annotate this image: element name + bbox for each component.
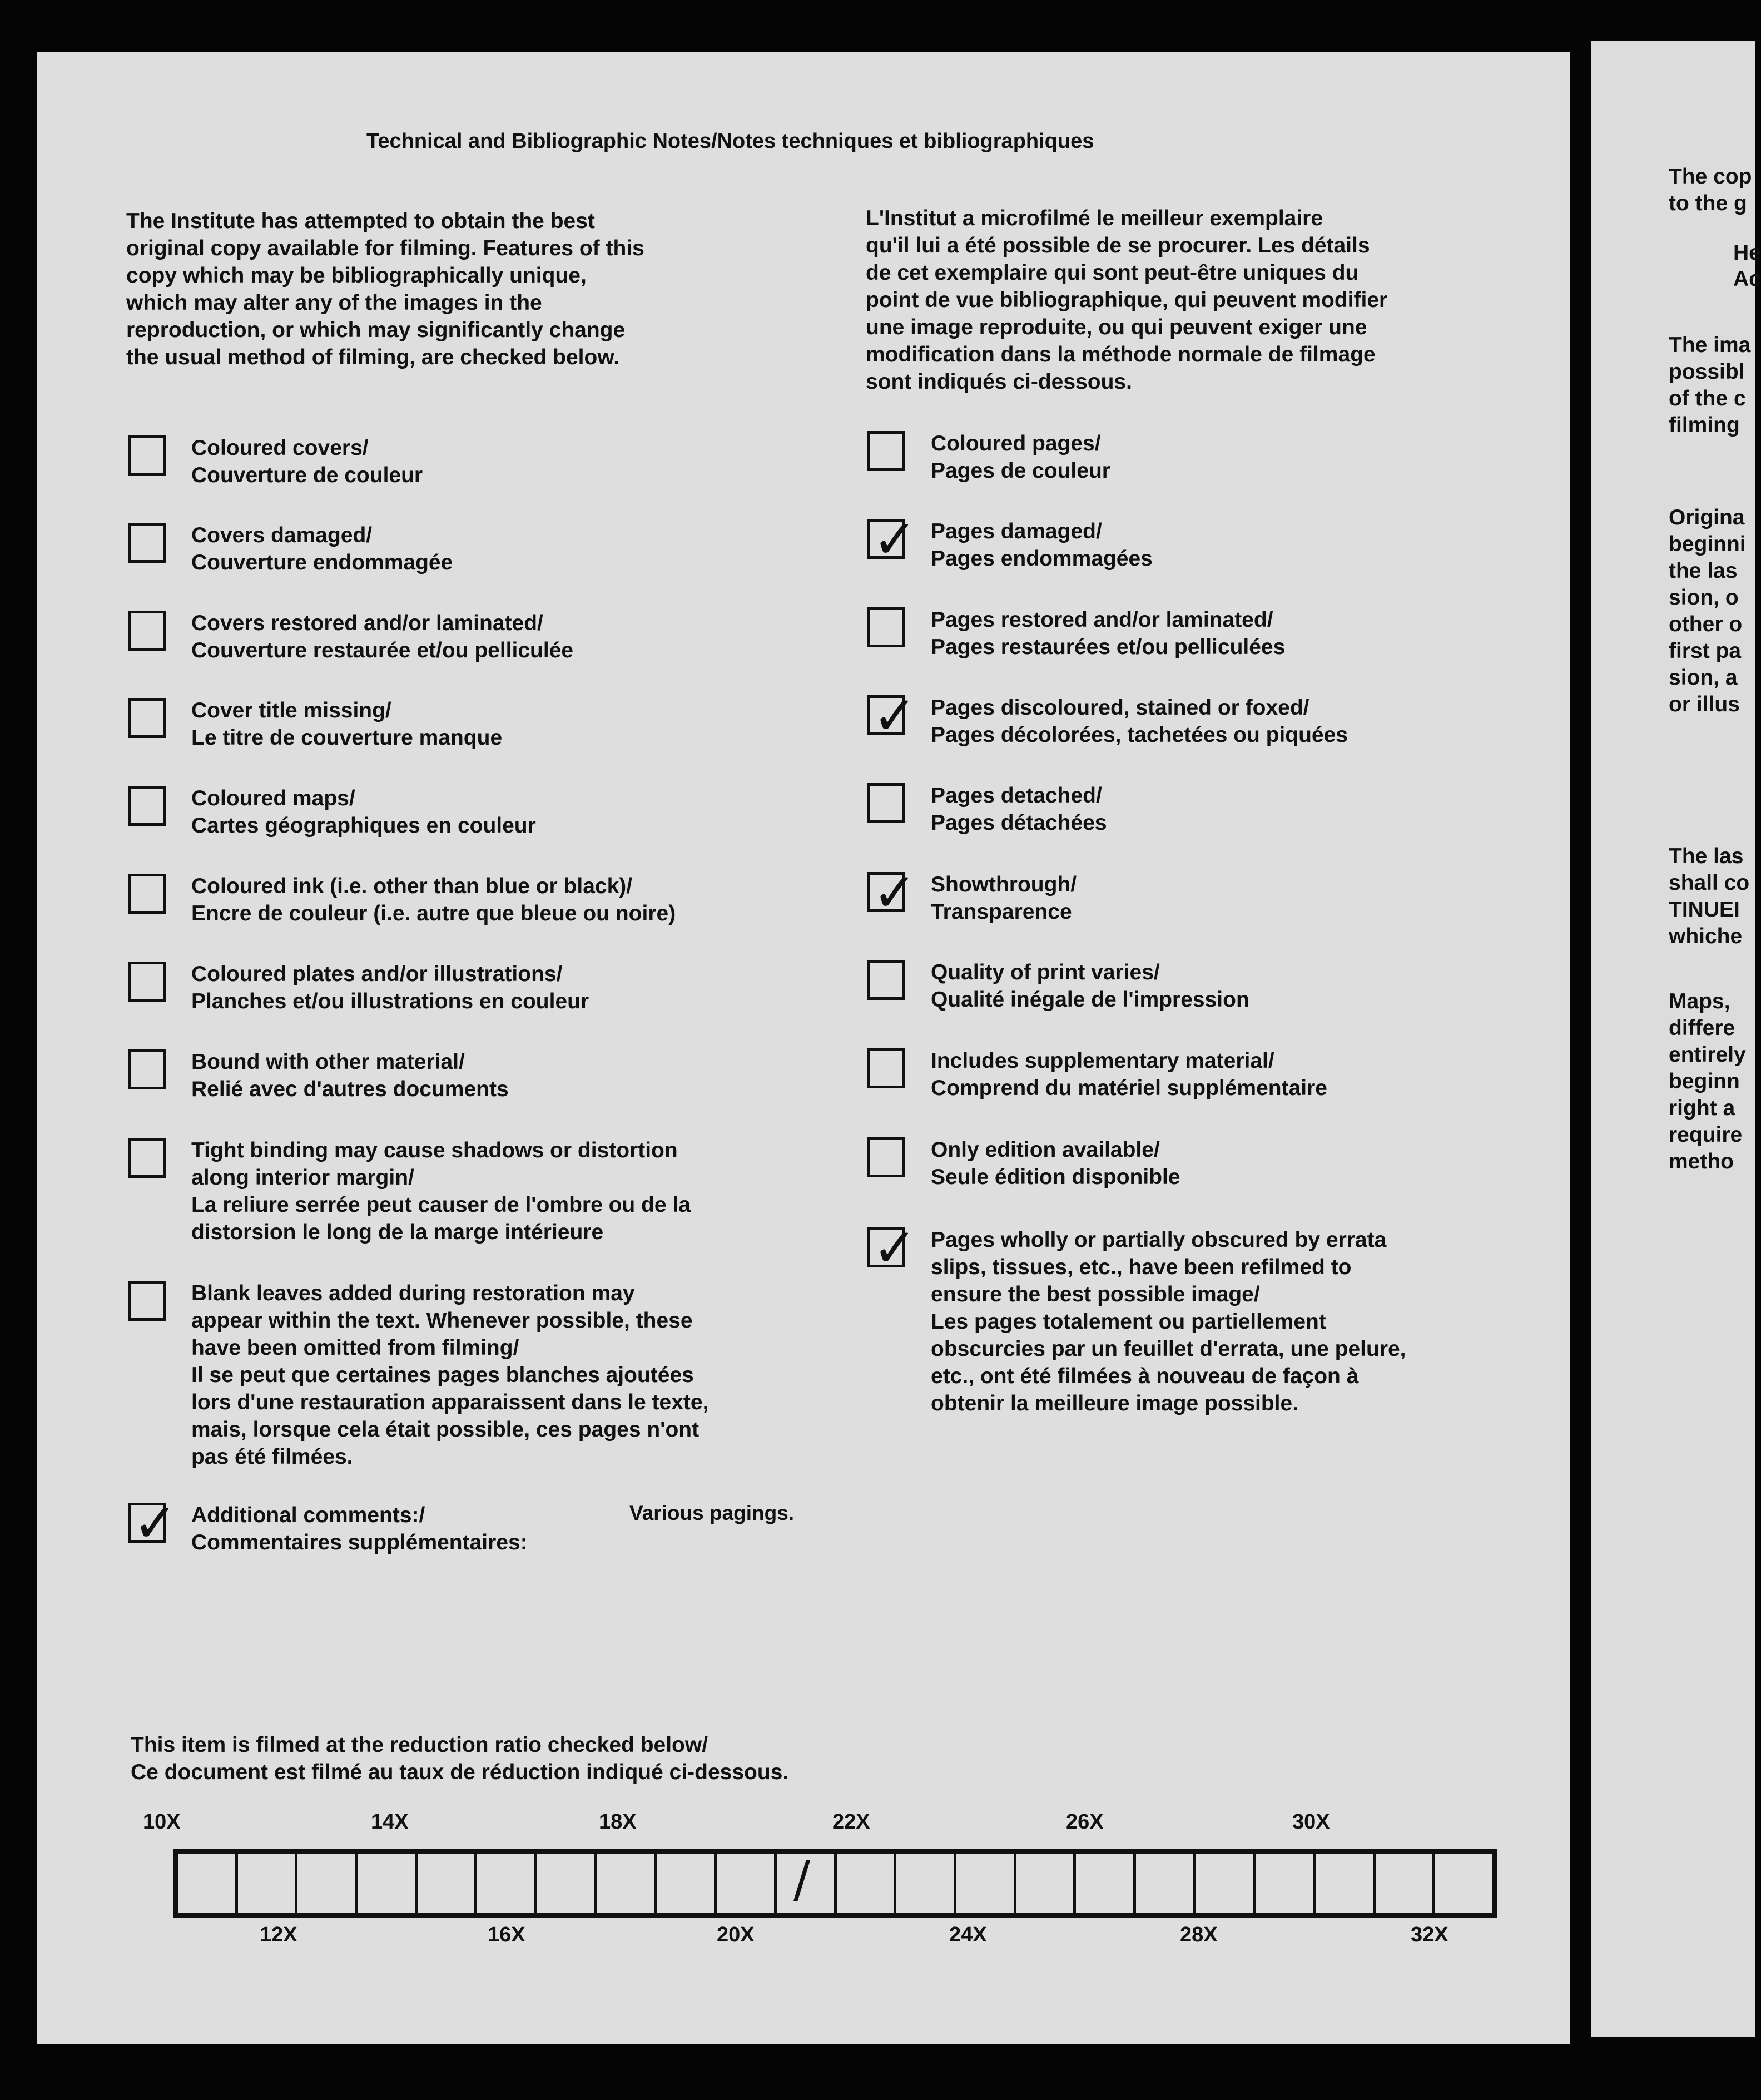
comment-value: Various pagings. bbox=[629, 1502, 795, 1524]
adjacent-text-line: whiche bbox=[1669, 924, 1743, 948]
ratio-cell[interactable] bbox=[418, 1854, 478, 1913]
ratio-cell[interactable] bbox=[178, 1854, 238, 1913]
left-label: Cover title missing/ Le titre de couverture manque bbox=[191, 699, 503, 750]
left-checkbox[interactable] bbox=[128, 786, 166, 826]
adjacent-text-line: differe bbox=[1669, 1016, 1735, 1040]
left-label: Blank leaves added during restoration may appear within the text. Whenever possible, these have been omitted from filming/ Il se peut que certaines pages blanches ajoutées lors d'une restauration apparaissent dans le texte, mais, lorsque cela était possible, ces pages n'ont pas été filmées. bbox=[191, 1281, 709, 1469]
right-checkbox[interactable] bbox=[867, 1217, 917, 1279]
ratio-cell[interactable] bbox=[657, 1854, 717, 1913]
right-label: Pages detached/ Pages détachées bbox=[931, 784, 1107, 835]
right-label: Only edition available/ Seule édition disponible bbox=[931, 1138, 1180, 1189]
adjacent-text-line: beginn bbox=[1669, 1069, 1740, 1093]
left-checkbox[interactable] bbox=[128, 1049, 166, 1089]
checkmark-icon: ✓ bbox=[872, 685, 917, 747]
right-label: Coloured pages/ Pages de couleur bbox=[931, 432, 1110, 483]
ratio-cell[interactable] bbox=[1316, 1854, 1376, 1913]
adjacent-text-line: of the c bbox=[1669, 387, 1746, 410]
left-checkbox[interactable] bbox=[128, 611, 166, 651]
ratio-cell[interactable] bbox=[358, 1854, 418, 1913]
right-checkbox[interactable] bbox=[867, 1048, 905, 1088]
right-checkbox[interactable] bbox=[867, 861, 917, 924]
adjacent-text-line: entirely bbox=[1669, 1043, 1746, 1067]
adjacent-text-line: other o bbox=[1669, 612, 1743, 636]
ratio-label: 30X bbox=[1292, 1810, 1330, 1834]
ratio-cell[interactable] bbox=[1196, 1854, 1256, 1913]
checkmark-icon: ✓ bbox=[872, 508, 917, 571]
ratio-mark: / bbox=[793, 1850, 811, 1909]
adjacent-text-line: sion, o bbox=[1669, 586, 1739, 610]
ratio-label: 32X bbox=[1411, 1923, 1449, 1947]
adjacent-text-line: He bbox=[1733, 241, 1761, 265]
left-label: Additional comments:/ Commentaires supplémentaires: bbox=[191, 1503, 528, 1554]
left-checkbox[interactable] bbox=[128, 698, 166, 738]
ratio-cell[interactable] bbox=[777, 1850, 837, 1913]
page-title: Technical and Bibliographic Notes/Notes techniques et bibliographiques bbox=[366, 130, 1094, 153]
adjacent-text-line: TINUEI bbox=[1669, 898, 1740, 922]
right-label: Pages restored and/or laminated/ Pages restaurées et/ou pelliculées bbox=[931, 608, 1286, 659]
ratio-label: 28X bbox=[1180, 1923, 1218, 1947]
ratio-cell[interactable] bbox=[1016, 1854, 1077, 1913]
ratio-cell[interactable] bbox=[1256, 1854, 1316, 1913]
ratio-label: 20X bbox=[717, 1923, 755, 1947]
right-checkbox[interactable] bbox=[867, 508, 917, 571]
left-label: Coloured plates and/or illustrations/ Planches et/ou illustrations en couleur bbox=[191, 962, 589, 1013]
left-checkbox[interactable] bbox=[128, 962, 166, 1002]
adjacent-page bbox=[1591, 41, 1761, 2037]
adjacent-text-line: possibl bbox=[1669, 360, 1745, 384]
reduction-instructions: This item is filmed at the reduction ratio checked below/ Ce document est filmé au taux de réduction indiqué ci-dessous. bbox=[131, 1733, 789, 1784]
adjacent-text-line: first pa bbox=[1669, 639, 1742, 663]
adjacent-text-line: Ac bbox=[1733, 267, 1761, 291]
ratio-cell[interactable] bbox=[837, 1854, 897, 1913]
adjacent-text-line: Maps, bbox=[1669, 989, 1730, 1013]
left-label: Tight binding may cause shadows or distortion along interior margin/ La reliure serrée peut causer de l'ombre ou de la distorsion le long de la marge intérieure bbox=[191, 1138, 691, 1244]
right-checkbox[interactable] bbox=[867, 1137, 905, 1177]
ratio-label: 22X bbox=[832, 1810, 870, 1834]
adjacent-text-line: The las bbox=[1669, 844, 1744, 868]
ratio-label: 10X bbox=[143, 1810, 181, 1834]
right-label: Pages damaged/ Pages endommagées bbox=[931, 519, 1153, 571]
ratio-cell[interactable] bbox=[597, 1854, 657, 1913]
ratio-cell[interactable] bbox=[896, 1854, 956, 1913]
left-checkbox[interactable] bbox=[128, 435, 166, 476]
adjacent-text-line: The ima bbox=[1669, 333, 1751, 357]
left-checkbox[interactable] bbox=[128, 874, 166, 914]
ratio-cell[interactable] bbox=[1435, 1854, 1492, 1913]
ratio-label: 16X bbox=[488, 1923, 525, 1947]
ratio-label: 14X bbox=[371, 1810, 409, 1834]
ratio-cell[interactable] bbox=[1136, 1854, 1196, 1913]
ratio-label: 12X bbox=[260, 1923, 297, 1947]
left-label: Coloured maps/ Cartes géographiques en couleur bbox=[191, 786, 536, 838]
left-label: Coloured covers/ Couverture de couleur bbox=[191, 436, 423, 487]
checkmark-icon: ✓ bbox=[133, 1492, 178, 1554]
left-label: Bound with other material/ Relié avec d'autres documents bbox=[191, 1050, 509, 1101]
intro-english: The Institute has attempted to obtain the best original copy available for filming. Features of this copy which may be bibliographically unique, which may alter any of the images in the reproduction, or which may significantly change the usual method of filming, are checked below. bbox=[126, 209, 644, 369]
adjacent-text-line: The cop bbox=[1669, 165, 1752, 189]
intro-french: L'Institut a microfilmé le meilleur exemplaire qu'il lui a été possible de se procurer. Les détails de cet exemplaire qui sont peut-être uniques du point de vue bibliographique, qui peuvent modifier une image reproduite, ou qui peuvent exiger une modification dans la méthode normale de filmage sont indiqués ci-dessous. bbox=[866, 206, 1388, 394]
left-label: Coloured ink (i.e. other than blue or black)/ Encre de couleur (i.e. autre que bleue ou noire) bbox=[191, 874, 676, 925]
ratio-cell[interactable] bbox=[477, 1854, 537, 1913]
right-label: Quality of print varies/ Qualité inégale de l'impression bbox=[931, 960, 1249, 1012]
checkmark-icon: ✓ bbox=[872, 861, 917, 924]
adjacent-text-line: metho bbox=[1669, 1150, 1734, 1173]
reduction-ratio-ruler bbox=[173, 1849, 1497, 1918]
right-checkbox[interactable] bbox=[867, 685, 917, 747]
adjacent-text-line: or illus bbox=[1669, 692, 1740, 716]
adjacent-text-line: filming bbox=[1669, 413, 1740, 437]
left-label: Covers damaged/ Couverture endommagée bbox=[191, 523, 453, 574]
adjacent-text-line: right a bbox=[1669, 1096, 1735, 1120]
adjacent-text-line: beginni bbox=[1669, 532, 1746, 556]
adjacent-text-line: the las bbox=[1669, 559, 1738, 583]
right-label: Pages discoloured, stained or foxed/ Pages décolorées, tachetées ou piquées bbox=[931, 696, 1348, 747]
ratio-label: 24X bbox=[949, 1923, 987, 1947]
ratio-cell[interactable] bbox=[717, 1854, 777, 1913]
ratio-cell[interactable] bbox=[297, 1854, 358, 1913]
adjacent-text-line: to the g bbox=[1669, 191, 1747, 215]
right-label: Showthrough/ Transparence bbox=[931, 873, 1077, 924]
right-checkbox[interactable] bbox=[867, 783, 905, 823]
right-checkbox[interactable] bbox=[867, 960, 905, 1000]
ratio-label: 26X bbox=[1066, 1810, 1104, 1834]
ratio-label: 18X bbox=[599, 1810, 637, 1834]
left-checkbox[interactable] bbox=[128, 1281, 166, 1321]
ratio-cell[interactable] bbox=[1376, 1854, 1436, 1913]
right-label: Includes supplementary material/ Comprend du matériel supplémentaire bbox=[931, 1049, 1327, 1100]
left-checkbox[interactable] bbox=[128, 1492, 178, 1554]
adjacent-text-line: Origina bbox=[1669, 506, 1745, 529]
adjacent-text-line: require bbox=[1669, 1123, 1743, 1147]
right-label: Pages wholly or partially obscured by errata slips, tissues, etc., have been refilmed to ensure the best possible image/ Les pages totalement ou partiellement obscurcies par un feuillet d'errata, une pelure, etc., ont été filmées à nouveau de façon à obtenir la meilleure image possible. bbox=[931, 1228, 1406, 1415]
left-checkbox[interactable] bbox=[128, 1138, 166, 1178]
left-checkbox[interactable] bbox=[128, 523, 166, 563]
right-checkbox[interactable] bbox=[867, 607, 905, 647]
notes-page bbox=[37, 52, 1570, 2044]
ratio-cell[interactable] bbox=[1076, 1854, 1136, 1913]
adjacent-text-line: shall co bbox=[1669, 871, 1750, 895]
ratio-cell[interactable] bbox=[537, 1854, 597, 1913]
adjacent-text-line: sion, a bbox=[1669, 666, 1738, 690]
ratio-cell[interactable] bbox=[956, 1854, 1016, 1913]
checkmark-icon: ✓ bbox=[872, 1217, 917, 1279]
right-checkbox[interactable] bbox=[867, 431, 905, 471]
ratio-cell[interactable] bbox=[238, 1854, 298, 1913]
left-label: Covers restored and/or laminated/ Couverture restaurée et/ou pelliculée bbox=[191, 611, 574, 662]
